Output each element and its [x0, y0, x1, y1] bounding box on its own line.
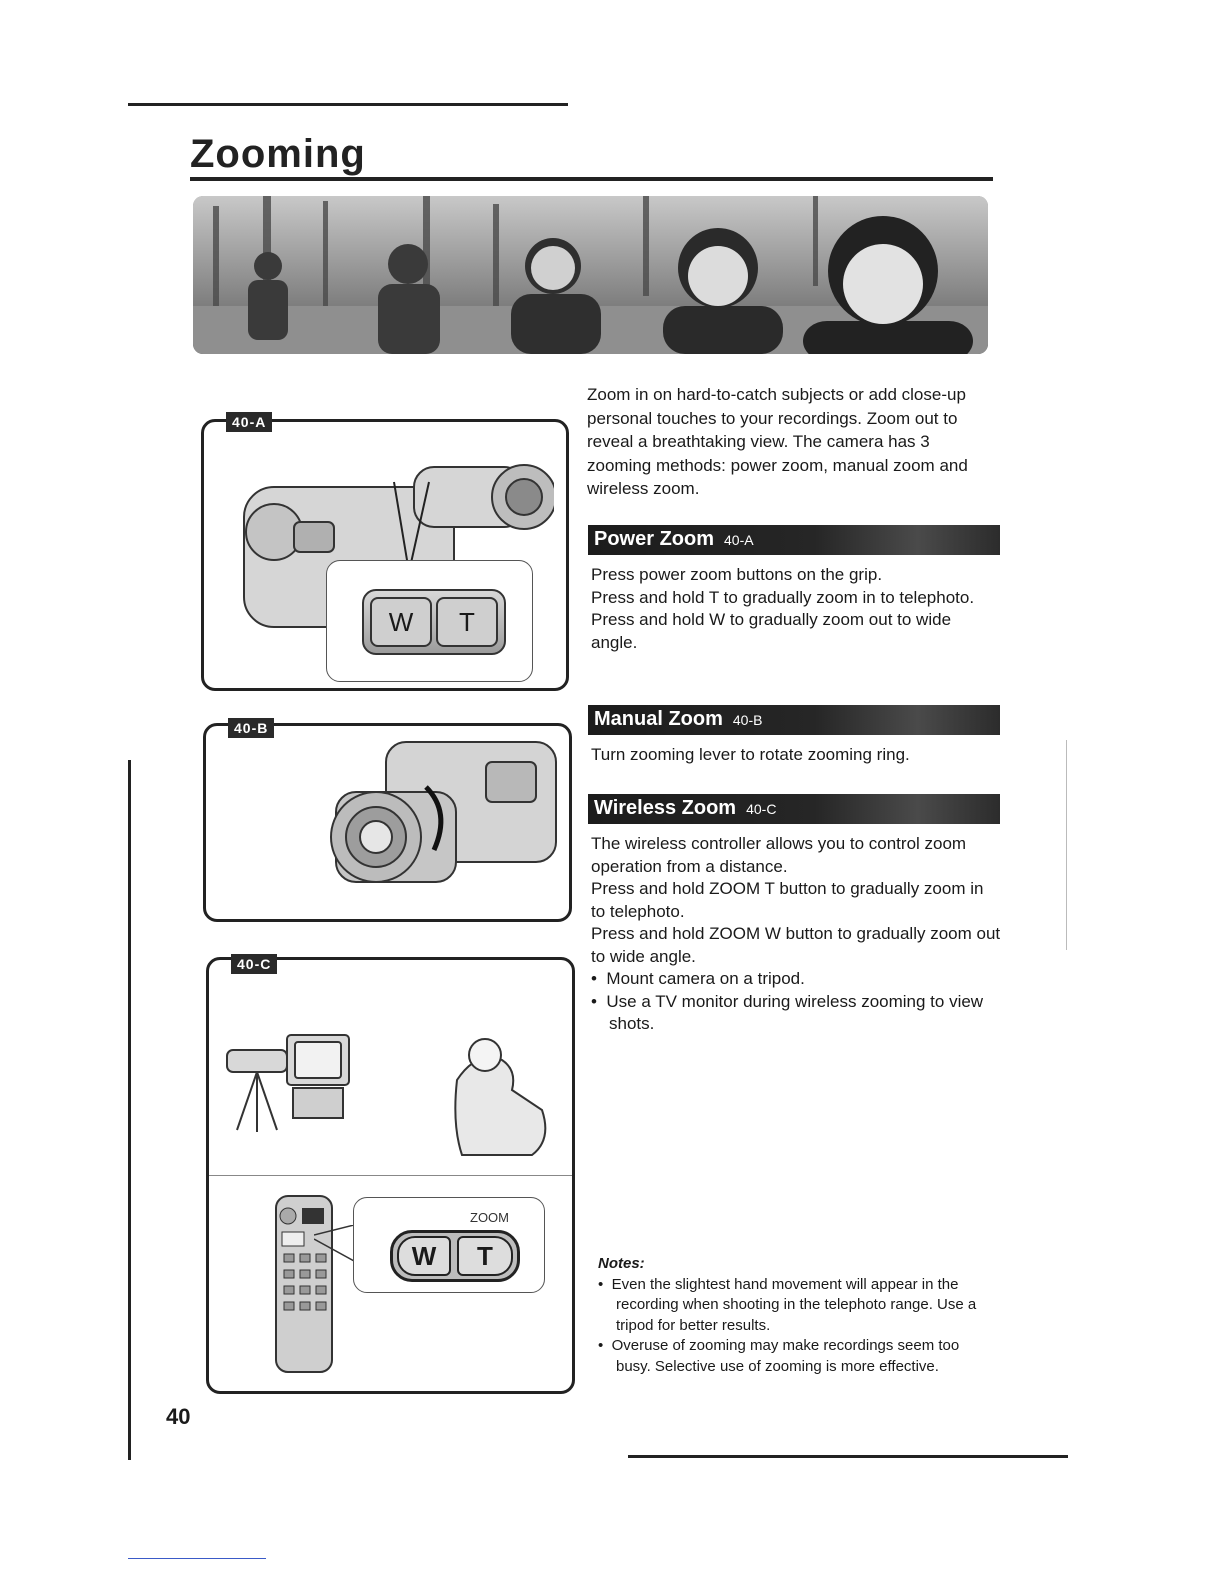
wireless-remote-controller [274, 1194, 334, 1374]
zoom-rocker-c [390, 1230, 520, 1282]
section-ref: 40-C [746, 801, 777, 817]
section-title: Power Zoom [594, 528, 715, 550]
section-bar-power-zoom [588, 525, 1000, 555]
text-line: Press and hold ZOOM W button to gradually zoom out to wide angle. [591, 924, 1001, 966]
note-item: • Even the slightest hand movement will appear in the recording when shooting in the telephoto range. Use a tripod for better results. [598, 1275, 977, 1334]
figure-40-b [203, 723, 572, 922]
remote-zoom-t-button[interactable]: T [457, 1236, 513, 1276]
section-ref: 40-B [732, 712, 763, 728]
page-title: Zooming [190, 132, 366, 176]
callout-pointer [314, 1225, 354, 1265]
section-title: Manual Zoom [594, 708, 723, 730]
zoom-w-button[interactable]: W [370, 597, 432, 647]
text-line: Turn zooming lever to rotate zooming ring. [591, 745, 910, 764]
remote-zoom-w-button[interactable]: W [397, 1236, 451, 1276]
footer-line [128, 1558, 266, 1559]
title-rule [190, 177, 993, 181]
text-line: Press and hold ZOOM T button to gradually zoom in to telephoto. [591, 879, 984, 921]
side-rule [128, 760, 131, 1460]
page-number: 40 [166, 1404, 191, 1429]
notes-block [598, 1254, 993, 1378]
section-ref: 40-A [724, 532, 754, 548]
notes-heading: Notes: [598, 1255, 645, 1272]
text-line: The wireless controller allows you to control zoom operation from a distance. [591, 834, 967, 876]
bullet-item: • Use a TV monitor during wireless zooming to view shots. [591, 991, 984, 1033]
figure-40-c [206, 957, 575, 1394]
text-line: Press and hold W to gradually zoom out to wide angle. [591, 610, 952, 652]
figure-divider [209, 1175, 572, 1176]
zoom-callout-box [353, 1197, 545, 1293]
figure-tag-40-c: 40-C [231, 954, 277, 974]
margin-line [1066, 740, 1067, 950]
text-line: Press power zoom buttons on the grip. [591, 565, 883, 584]
figure-40-a [201, 419, 569, 691]
section-bar-wireless-zoom [588, 794, 1000, 824]
section-title: Wireless Zoom [594, 797, 737, 819]
bullet-item: • Mount camera on a tripod. [591, 969, 805, 988]
manual-zoom-text [591, 744, 1001, 767]
bottom-rule [628, 1455, 1068, 1458]
top-rule [128, 103, 568, 106]
figure-tag-40-a: 40-A [226, 412, 272, 432]
zoom-button-callout [326, 560, 533, 682]
tripod-tv-viewer-illustration [217, 1020, 567, 1170]
power-zoom-text [591, 564, 1001, 654]
camcorder-zoom-ring-illustration [316, 732, 561, 912]
intro-paragraph: Zoom in on hard-to-catch subjects or add close-up personal touches to your recordings. Zoom out to reveal a breathtaking view. The camera has 3 zooming methods: power zoom, manual zoom and wireless zoom. [587, 385, 968, 498]
zoom-t-button[interactable]: T [436, 597, 498, 647]
section-bar-manual-zoom [588, 705, 1000, 735]
zoom-sequence-photo [193, 196, 988, 354]
zoom-rocker-a [362, 589, 506, 655]
figure-tag-40-b: 40-B [228, 718, 274, 738]
zoom-label: ZOOM [470, 1210, 509, 1225]
text-line: Press and hold T to gradually zoom in to telephoto. [591, 587, 975, 607]
wireless-zoom-text [591, 833, 1001, 1036]
note-item: • Overuse of zooming may make recordings seem too busy. Selective use of zooming is more effective. [598, 1337, 960, 1375]
